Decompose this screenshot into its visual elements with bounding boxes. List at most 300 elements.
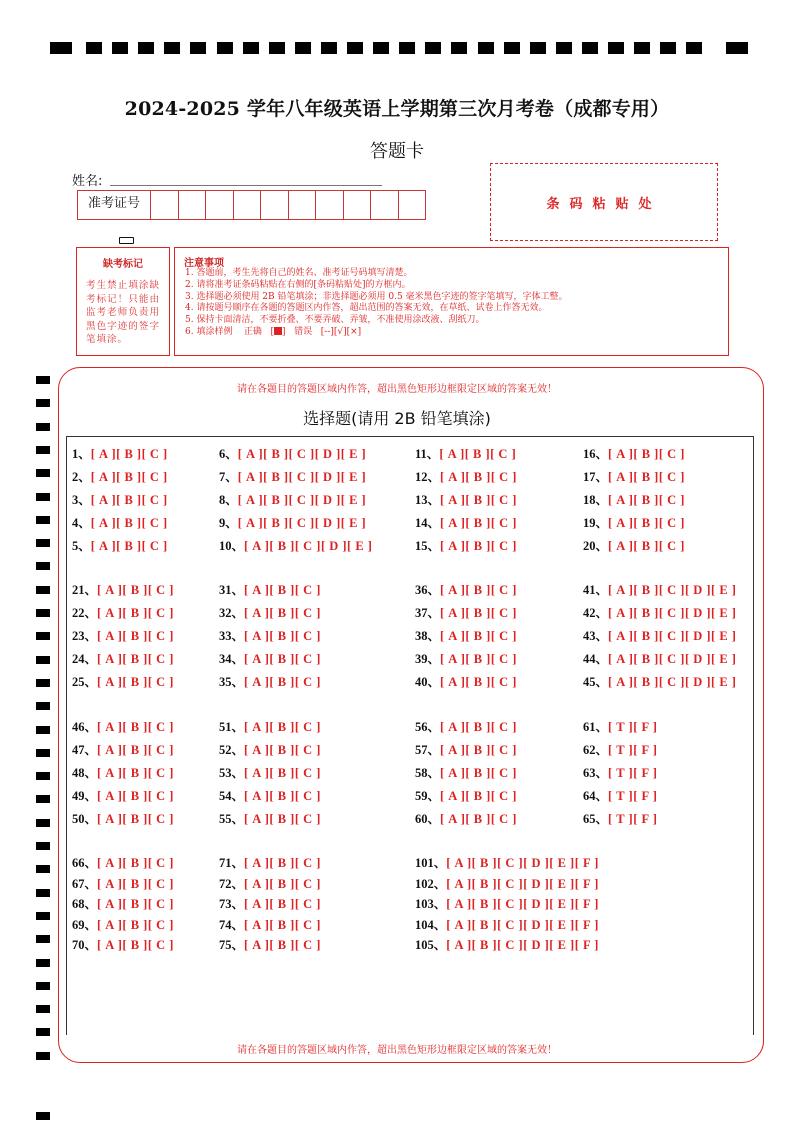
timing-mark — [530, 42, 546, 54]
answer-options[interactable]: [ A ][ B ][ C ] — [244, 938, 321, 952]
question-item — [219, 490, 366, 508]
timing-mark — [36, 539, 50, 547]
timing-mark — [295, 42, 311, 54]
answer-options[interactable]: [ A ][ B ][ C ] — [440, 652, 517, 666]
question-number: 71、 — [219, 856, 245, 870]
answer-options[interactable]: [ A ][ B ][ C ] — [97, 917, 174, 932]
question-item — [415, 649, 517, 667]
question-number: 7、 — [219, 470, 238, 484]
question-number: 14、 — [415, 516, 441, 530]
question-number: 38、 — [415, 629, 441, 643]
timing-mark — [243, 42, 259, 54]
answer-options[interactable]: [ A ][ B ][ C ][ D ][ E ][ F ] — [446, 897, 599, 911]
question-item — [415, 536, 517, 554]
timing-mark — [425, 42, 441, 54]
question-item — [219, 536, 372, 554]
question-item — [72, 490, 168, 508]
question-number: 11、 — [415, 447, 440, 461]
question-item — [72, 717, 174, 735]
question-item — [415, 513, 517, 531]
timing-mark — [190, 42, 206, 54]
question-item — [72, 626, 174, 644]
question-number: 24、 — [72, 652, 98, 666]
question-number: 18、 — [583, 493, 609, 507]
timing-mark — [112, 42, 128, 54]
question-item — [72, 853, 174, 871]
answer-warning-top: 请在各题目的答题区域内作答，超出黑色矩形边框限定区域的答案无效！ — [237, 384, 557, 395]
instruction-item: 2. 请将准考证条码粘贴在右侧的[条码粘贴处]的方框内。 — [185, 279, 411, 290]
instructions-list — [185, 268, 568, 339]
sample-wrong-marks: [--][√][×] — [320, 326, 362, 337]
timing-mark — [373, 42, 389, 54]
timing-mark — [686, 42, 702, 54]
answer-options[interactable]: [ A ][ B ][ C ] — [440, 539, 517, 553]
question-number: 37、 — [415, 606, 441, 620]
answer-options[interactable]: [ A ][ B ][ C ] — [244, 766, 321, 780]
question-number: 62、 — [583, 743, 609, 757]
question-item — [415, 763, 517, 781]
question-number: 68、 — [72, 897, 98, 911]
question-item — [219, 915, 321, 933]
timing-mark — [36, 889, 50, 897]
timing-mark — [36, 772, 50, 780]
answer-options[interactable]: [ A ][ B ][ C ] — [440, 606, 517, 620]
question-item — [72, 894, 174, 912]
sample-prefix: 6. 填涂样例 — [185, 326, 233, 337]
question-number: 36、 — [415, 583, 441, 597]
timing-mark — [660, 42, 676, 54]
question-number: 6、 — [219, 447, 238, 461]
question-number: 19、 — [583, 516, 609, 530]
answer-options[interactable]: [ A ][ B ][ C ] — [608, 447, 685, 461]
question-number: 23、 — [72, 629, 98, 643]
answer-options[interactable]: [ A ][ B ][ C ][ D ][ E ] — [237, 493, 367, 507]
exam-id-cell[interactable] — [261, 191, 289, 219]
question-number: 63、 — [583, 766, 609, 780]
answer-options[interactable]: [ A ][ B ][ C ] — [440, 743, 517, 757]
answer-options[interactable]: [ A ][ B ][ C ][ D ][ E ][ F ] — [446, 856, 599, 870]
question-item — [583, 490, 685, 508]
question-item — [219, 513, 366, 531]
question-number: 55、 — [219, 812, 245, 826]
question-item — [415, 717, 517, 735]
timing-mark — [164, 42, 180, 54]
answer-options[interactable]: [ A ][ B ][ C ] — [90, 539, 168, 553]
question-number: 8、 — [219, 493, 238, 507]
exam-id-cell[interactable] — [179, 191, 207, 219]
answer-options[interactable]: [ A ][ B ][ C ] — [244, 789, 321, 803]
answer-options[interactable]: [ T ][ F ] — [608, 789, 658, 803]
answer-options[interactable]: [ A ][ B ][ C ] — [440, 812, 517, 826]
question-item — [415, 740, 517, 758]
instruction-item: 5. 保持卡面清洁，不要折叠、不要弄破、弄皱，不准使用涂改液、刮纸刀。 — [185, 315, 485, 326]
timing-mark — [321, 42, 337, 54]
top-timing-marks — [50, 42, 750, 56]
question-item — [415, 809, 517, 827]
exam-id-cell[interactable] — [399, 191, 426, 219]
timing-mark — [504, 42, 520, 54]
question-number: 3、 — [72, 493, 91, 507]
question-item — [219, 935, 321, 953]
question-item — [72, 763, 174, 781]
exam-id-cell[interactable] — [316, 191, 344, 219]
question-number: 42、 — [583, 606, 609, 620]
question-number: 104、 — [415, 917, 447, 932]
question-item — [583, 444, 685, 462]
question-item — [219, 740, 321, 758]
timing-mark — [138, 42, 154, 54]
timing-mark — [399, 42, 415, 54]
question-number: 35、 — [219, 675, 245, 689]
question-item — [583, 513, 685, 531]
answer-options[interactable]: [ A ][ B ][ C ] — [97, 897, 174, 911]
question-item — [583, 649, 736, 667]
side-timing-marks — [36, 376, 52, 1122]
answer-options[interactable]: [ A ][ B ][ C ] — [97, 720, 174, 734]
question-number: 12、 — [415, 470, 441, 484]
question-number: 33、 — [219, 629, 245, 643]
answer-options[interactable]: [ A ][ B ][ C ] — [244, 876, 321, 891]
question-item — [583, 763, 657, 781]
timing-mark — [86, 42, 102, 54]
question-item — [72, 915, 174, 933]
answer-options[interactable]: [ A ][ B ][ C ] — [97, 743, 174, 757]
question-number: 40、 — [415, 675, 441, 689]
answer-options[interactable]: [ A ][ B ][ C ] — [440, 470, 517, 484]
question-number: 51、 — [219, 720, 245, 734]
answer-options[interactable]: [ A ][ B ][ C ] — [244, 897, 321, 911]
instructions-box — [174, 247, 729, 356]
answer-options[interactable]: [ A ][ B ][ C ] — [97, 938, 174, 952]
question-item — [415, 444, 516, 462]
answer-options[interactable]: [ A ][ B ][ C ] — [608, 493, 685, 507]
exam-id-cell[interactable] — [371, 191, 399, 219]
answer-options[interactable]: [ A ][ B ][ C ] — [97, 812, 174, 826]
answer-options[interactable]: [ A ][ B ][ C ] — [244, 743, 321, 757]
question-item — [583, 580, 736, 598]
absent-mark-note: 考生禁止填涂缺考标记！只能由监考老师负责用黑色字迹的签字笔填涂。 — [86, 280, 160, 345]
answer-options[interactable]: [ A ][ B ][ C ][ D ][ E ][ F ] — [446, 876, 599, 891]
question-number: 49、 — [72, 789, 98, 803]
answer-options[interactable]: [ A ][ B ][ C ] — [440, 629, 517, 643]
timing-mark — [726, 42, 748, 54]
timing-mark — [50, 42, 72, 54]
answer-options[interactable]: [ A ][ B ][ C ] — [244, 675, 321, 689]
answer-options[interactable]: [ T ][ F ] — [608, 812, 658, 826]
answer-options[interactable]: [ A ][ B ][ C ] — [244, 812, 321, 826]
timing-mark — [217, 42, 233, 54]
question-number: 2、 — [72, 470, 91, 484]
answer-options[interactable]: [ A ][ B ][ C ][ D ][ E ] — [608, 675, 737, 689]
answer-options[interactable]: [ A ][ B ][ C ] — [97, 876, 174, 891]
question-number: 20、 — [583, 539, 609, 553]
timing-mark — [347, 42, 363, 54]
filled-mark-icon — [274, 327, 282, 335]
exam-id-cell[interactable] — [151, 191, 179, 219]
timing-mark — [36, 912, 50, 920]
question-item — [219, 809, 321, 827]
answer-options[interactable]: [ A ][ B ][ C ][ D ][ E ] — [608, 652, 737, 666]
question-item — [583, 786, 657, 804]
question-number: 65、 — [583, 812, 609, 826]
question-item — [415, 786, 517, 804]
question-item — [583, 626, 736, 644]
sample-wrong-label: 错误 — [294, 326, 313, 337]
question-number: 66、 — [72, 856, 98, 870]
question-number: 102、 — [415, 876, 447, 891]
answer-options[interactable]: [ A ][ B ][ C ] — [244, 652, 321, 666]
question-number: 47、 — [72, 743, 98, 757]
timing-mark — [36, 469, 50, 477]
answer-options[interactable]: [ A ][ B ][ C ] — [440, 789, 517, 803]
question-number: 54、 — [219, 789, 245, 803]
answer-options[interactable]: [ A ][ B ][ C ] — [97, 789, 174, 803]
answer-options[interactable]: [ A ][ B ][ C ][ D ][ E ] — [237, 516, 367, 530]
question-item — [583, 809, 657, 827]
sample-correct-close: ] — [282, 326, 286, 337]
question-number: 44、 — [583, 652, 609, 666]
instruction-item-sample — [185, 327, 568, 339]
question-item — [72, 444, 168, 462]
question-number: 45、 — [583, 675, 609, 689]
answer-options[interactable]: [ A ][ B ][ C ] — [440, 675, 517, 689]
answer-options[interactable]: [ A ][ B ][ C ] — [608, 539, 685, 553]
question-item — [583, 603, 736, 621]
absent-mark-title: 缺考标记 — [103, 259, 143, 270]
answer-options[interactable]: [ A ][ B ][ C ] — [608, 470, 685, 484]
question-item — [415, 672, 517, 690]
timing-mark — [36, 609, 50, 617]
question-number: 52、 — [219, 743, 245, 757]
question-number: 31、 — [219, 583, 245, 597]
timing-mark — [451, 42, 467, 54]
timing-mark — [36, 726, 50, 734]
question-item — [219, 763, 321, 781]
exam-id-label: 准考证号 — [78, 191, 151, 219]
question-number: 1、 — [72, 447, 91, 461]
answer-options[interactable]: [ A ][ B ][ C ] — [97, 766, 174, 780]
absent-mark-bubble[interactable] — [119, 237, 134, 244]
question-item — [583, 740, 657, 758]
answer-options[interactable]: [ A ][ B ][ C ] — [440, 766, 517, 780]
question-number: 60、 — [415, 812, 441, 826]
exam-id-cell[interactable] — [234, 191, 262, 219]
question-item — [72, 809, 174, 827]
answer-options[interactable]: [ A ][ B ][ C ][ D ][ E ] — [608, 606, 737, 620]
question-number: 69、 — [72, 917, 98, 932]
question-number: 57、 — [415, 743, 441, 757]
answer-options[interactable]: [ A ][ B ][ C ] — [97, 856, 174, 870]
timing-mark — [36, 865, 50, 873]
timing-mark — [36, 749, 50, 757]
question-item — [415, 874, 599, 892]
timing-mark — [269, 42, 285, 54]
answer-options[interactable]: [ A ][ B ][ C ] — [97, 629, 174, 643]
exam-id-cell[interactable] — [206, 191, 234, 219]
question-number: 41、 — [583, 583, 609, 597]
question-number: 75、 — [219, 938, 245, 952]
timing-mark — [36, 562, 50, 570]
answer-options[interactable]: [ A ][ B ][ C ][ D ][ E ][ F ] — [446, 938, 599, 952]
question-number: 64、 — [583, 789, 609, 803]
answer-options[interactable]: [ A ][ B ][ C ] — [244, 629, 321, 643]
question-number: 59、 — [415, 789, 441, 803]
question-number: 32、 — [219, 606, 245, 620]
question-number: 46、 — [72, 720, 98, 734]
question-item — [72, 672, 174, 690]
question-item — [583, 717, 657, 735]
question-item — [72, 580, 174, 598]
answer-options[interactable]: [ A ][ B ][ C ] — [608, 516, 685, 530]
name-label: 姓名: — [72, 174, 103, 189]
timing-mark — [36, 1005, 50, 1013]
timing-mark — [36, 1112, 50, 1120]
question-item — [72, 536, 168, 554]
question-number: 50、 — [72, 812, 98, 826]
answer-options[interactable]: [ A ][ B ][ C ][ D ][ E ] — [237, 470, 367, 484]
timing-mark — [36, 982, 50, 990]
answer-options[interactable]: [ A ][ B ][ C ] — [244, 856, 321, 870]
question-item — [72, 467, 168, 485]
question-item — [72, 649, 174, 667]
answer-options[interactable]: [ A ][ B ][ C ][ D ][ E ] — [608, 583, 737, 597]
question-number: 61、 — [583, 720, 609, 734]
question-item — [415, 894, 599, 912]
instruction-item: 3. 选择题必须使用 2B 铅笔填涂；非选择题必须用 0.5 毫米黑色字迹的签字笔填写，字体工整。 — [185, 291, 568, 302]
answer-options[interactable]: [ A ][ B ][ C ] — [244, 917, 321, 932]
question-item — [415, 935, 599, 953]
answer-options[interactable]: [ A ][ B ][ C ] — [439, 447, 517, 461]
answer-options[interactable]: [ A ][ B ][ C ] — [90, 470, 168, 484]
question-item — [72, 935, 174, 953]
instruction-item: 1. 答题前，考生先将自己的姓名、准考证号码填写清楚。 — [185, 268, 413, 278]
question-number: 21、 — [72, 583, 98, 597]
answer-options[interactable]: [ A ][ B ][ C ] — [244, 583, 321, 597]
question-number: 74、 — [219, 917, 245, 932]
sample-correct-open: [ — [270, 326, 275, 337]
timing-mark — [36, 632, 50, 640]
answer-options[interactable]: [ A ][ B ][ C ][ D ][ E ] — [237, 447, 367, 461]
timing-mark — [36, 842, 50, 850]
timing-mark — [36, 586, 50, 594]
answer-options[interactable]: [ T ][ F ] — [608, 720, 658, 734]
answer-options[interactable]: [ A ][ B ][ C ][ D ][ E ] — [608, 629, 737, 643]
answer-options[interactable]: [ A ][ B ][ C ] — [244, 720, 321, 734]
question-number: 70、 — [72, 938, 98, 952]
answer-options[interactable]: [ A ][ B ][ C ] — [97, 606, 174, 620]
answer-options[interactable]: [ A ][ B ][ C ][ D ][ E ][ F ] — [446, 917, 599, 932]
timing-mark — [36, 935, 50, 943]
answer-options[interactable]: [ A ][ B ][ C ] — [97, 583, 174, 597]
answer-options[interactable]: [ A ][ B ][ C ] — [440, 516, 517, 530]
question-item — [219, 672, 321, 690]
question-number: 25、 — [72, 675, 98, 689]
question-number: 53、 — [219, 766, 245, 780]
question-number: 56、 — [415, 720, 441, 734]
answer-options[interactable]: [ A ][ B ][ C ][ D ][ E ] — [244, 539, 373, 553]
question-number: 58、 — [415, 766, 441, 780]
question-item — [219, 717, 321, 735]
question-item — [219, 894, 321, 912]
question-item — [219, 853, 321, 871]
timing-mark — [36, 446, 50, 454]
barcode-label: 条码粘贴处 — [546, 196, 662, 212]
answer-options[interactable]: [ A ][ B ][ C ] — [90, 447, 168, 461]
question-item — [583, 672, 736, 690]
question-number: 17、 — [583, 470, 609, 484]
question-item — [415, 580, 517, 598]
question-item — [72, 786, 174, 804]
exam-id-cell[interactable] — [289, 191, 317, 219]
question-item — [583, 467, 685, 485]
answer-warning-bottom: 请在各题目的答题区域内作答，超出黑色矩形边框限定区域的答案无效！ — [237, 1045, 557, 1056]
answer-options[interactable]: [ A ][ B ][ C ] — [97, 652, 174, 666]
question-item — [72, 513, 168, 531]
question-number: 101、 — [415, 856, 447, 870]
answer-options[interactable]: [ A ][ B ][ C ] — [244, 606, 321, 620]
question-number: 39、 — [415, 652, 441, 666]
absent-mark-box — [76, 247, 170, 356]
answer-options[interactable]: [ A ][ B ][ C ] — [97, 675, 174, 689]
question-item — [72, 603, 174, 621]
answer-card-subtitle: 答题卡 — [370, 141, 424, 162]
timing-mark — [36, 819, 50, 827]
timing-mark — [36, 516, 50, 524]
timing-mark — [582, 42, 598, 54]
answer-options[interactable]: [ A ][ B ][ C ] — [440, 720, 517, 734]
question-number: 9、 — [219, 516, 238, 530]
timing-mark — [36, 1028, 50, 1036]
barcode-area — [490, 163, 718, 241]
timing-mark — [36, 656, 50, 664]
timing-mark — [36, 795, 50, 803]
question-item — [219, 874, 321, 892]
sample-correct-label: 正确 — [243, 326, 262, 337]
question-item — [72, 874, 174, 892]
answer-options[interactable]: [ A ][ B ][ C ] — [440, 583, 517, 597]
timing-mark — [36, 959, 50, 967]
question-number: 103、 — [415, 897, 447, 911]
timing-mark — [608, 42, 624, 54]
question-number: 10、 — [219, 539, 245, 553]
question-number: 48、 — [72, 766, 98, 780]
timing-mark — [556, 42, 572, 54]
exam-id-cell[interactable] — [344, 191, 372, 219]
answer-options[interactable]: [ A ][ B ][ C ] — [440, 493, 517, 507]
name-field[interactable] — [110, 185, 382, 186]
question-number: 22、 — [72, 606, 98, 620]
timing-mark — [478, 42, 494, 54]
answer-options[interactable]: [ T ][ F ] — [608, 743, 658, 757]
question-item — [415, 467, 517, 485]
question-item — [415, 853, 599, 871]
timing-mark — [36, 679, 50, 687]
answer-options[interactable]: [ A ][ B ][ C ] — [90, 493, 168, 507]
question-item — [219, 603, 321, 621]
question-item — [219, 649, 321, 667]
question-number: 13、 — [415, 493, 441, 507]
question-number: 73、 — [219, 897, 245, 911]
timing-mark — [36, 702, 50, 710]
question-number: 67、 — [72, 876, 98, 891]
question-number: 34、 — [219, 652, 245, 666]
answer-options[interactable]: [ A ][ B ][ C ] — [90, 516, 168, 530]
question-item — [219, 467, 366, 485]
question-item — [583, 536, 685, 554]
question-number: 16、 — [583, 447, 609, 461]
question-item — [415, 603, 517, 621]
answer-options[interactable]: [ T ][ F ] — [608, 766, 658, 780]
